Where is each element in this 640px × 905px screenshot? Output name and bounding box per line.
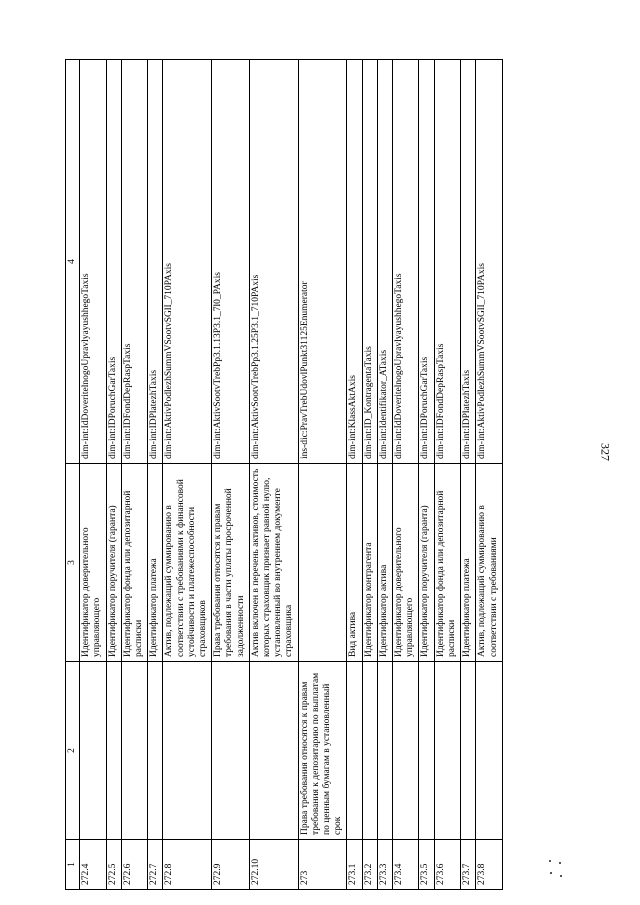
row-name-cell <box>163 662 212 840</box>
row-name-cell <box>212 662 250 840</box>
row-number-cell: 273.6 <box>434 840 460 890</box>
table-row <box>461 60 476 890</box>
row-description-cell: Идентификатор контрагента <box>362 464 377 662</box>
table-row <box>377 60 392 890</box>
row-name-cell <box>461 662 476 840</box>
row-name-cell <box>80 662 106 840</box>
row-code-cell: dim-int:AktivPodlezhSummVSootvSGlI_710PAxis <box>163 60 212 464</box>
row-code-cell: dim-int:ID_KontragentaTaxis <box>362 60 377 464</box>
row-number-cell: 273.3 <box>377 840 392 890</box>
table-row <box>163 60 212 890</box>
table-row <box>249 60 298 890</box>
row-name-cell <box>393 662 419 840</box>
table-header-row <box>66 60 80 890</box>
row-description-cell <box>298 464 347 662</box>
row-code-cell: dim-int:AktivSootvTrebPp3.1.13P3.1_7l0_PAxis <box>212 60 250 464</box>
row-number-cell: 272.5 <box>106 840 121 890</box>
table-row <box>419 60 434 890</box>
row-name-cell: Права требования относятся к правам требования к депозитарию по выплатам по ценным бумагам в установленный срок <box>298 662 347 840</box>
row-description-cell: Актив включен в перечень активов, стоимость которых страховщик признает равной нулю, установленный во внутреннем документе страховщика <box>249 464 298 662</box>
row-number-cell: 273.5 <box>419 840 434 890</box>
row-number-cell: 272.4 <box>80 840 106 890</box>
row-code-cell: dim-int:IdDoveritelnogoUpravlyayushhegoTaxis <box>80 60 106 464</box>
row-description-cell: Идентификатор платежа <box>461 464 476 662</box>
column-header-4: 4 <box>66 60 80 464</box>
row-code-cell: dim-int:AktivSootvTrebPp3.1.25P3.1_710PAxis <box>249 60 298 464</box>
row-name-cell <box>362 662 377 840</box>
table-body <box>80 60 503 890</box>
row-description-cell: Идентификатор фонда или депозитарной расписки <box>121 464 147 662</box>
row-description-cell: Вид актива <box>347 464 362 662</box>
row-code-cell: dim-int:AktivPodlezhSummVSootvSGlI_710PAxis <box>476 60 502 464</box>
row-description-cell: Идентификатор поручителя (гаранта) <box>419 464 434 662</box>
table-row <box>212 60 250 890</box>
row-code-cell: dim-int:IdDoveritelnogoUpravlyayushhegoTaxis <box>393 60 419 464</box>
table-row <box>434 60 460 890</box>
row-number-cell: 273 <box>298 840 347 890</box>
row-number-cell: 272.6 <box>121 840 147 890</box>
row-description-cell: Актив, подлежащий суммированию в соответствии с требованиями к финансовой устойчивости и платежеспособности страховщиков <box>163 464 212 662</box>
rotated-table-container <box>65 60 585 890</box>
row-description-cell: Актив, подлежащий суммированию в соответствии с требованиями <box>476 464 502 662</box>
table-row <box>148 60 163 890</box>
column-header-3: 3 <box>66 464 80 662</box>
column-header-2: 2 <box>66 662 80 840</box>
row-code-cell: dim-int:KlassAktAxis <box>347 60 362 464</box>
row-number-cell: 272.9 <box>212 840 250 890</box>
table-row <box>347 60 362 890</box>
table-row <box>476 60 502 890</box>
row-number-cell: 272.10 <box>249 840 298 890</box>
row-number-cell: 273.4 <box>393 840 419 890</box>
row-number-cell: 273.7 <box>461 840 476 890</box>
row-name-cell <box>476 662 502 840</box>
row-name-cell <box>377 662 392 840</box>
row-description-cell: Идентификатор доверительного управляющего <box>80 464 106 662</box>
row-name-cell <box>419 662 434 840</box>
row-code-cell: ins-dic:PravTrebUdovlPunkt31125Enumerator <box>298 60 347 464</box>
column-header-1: 1 <box>66 840 80 890</box>
row-description-cell: Идентификатор поручителя (гаранта) <box>106 464 121 662</box>
row-code-cell: dim-int:IDFondDepRaspTaxis <box>121 60 147 464</box>
row-name-cell <box>106 662 121 840</box>
row-number-cell: 272.7 <box>148 840 163 890</box>
row-name-cell <box>148 662 163 840</box>
row-name-cell <box>121 662 147 840</box>
row-number-cell: 273.8 <box>476 840 502 890</box>
row-code-cell: dim-int:IDFondDepRaspTaxis <box>434 60 460 464</box>
table-row <box>393 60 419 890</box>
classifier-table <box>65 59 503 890</box>
row-description-cell: Идентификатор актива <box>377 464 392 662</box>
row-description-cell: Права требования относятся к правам требования в части уплаты просроченной задолженности <box>212 464 250 662</box>
row-code-cell: dim-int:IDPlatezhTaxis <box>461 60 476 464</box>
table-row <box>106 60 121 890</box>
row-description-cell: Идентификатор доверительного управляющего <box>393 464 419 662</box>
page-number: 327 <box>598 443 613 461</box>
row-code-cell: dim-int:IDPoruchGarTaxis <box>419 60 434 464</box>
table-row <box>362 60 377 890</box>
row-number-cell: 272.8 <box>163 840 212 890</box>
row-name-cell <box>347 662 362 840</box>
table-row <box>121 60 147 890</box>
row-code-cell: dim-int:Identifikator_ATaxis <box>377 60 392 464</box>
row-name-cell <box>434 662 460 840</box>
scan-marks <box>548 858 564 882</box>
row-code-cell: dim-int:IDPlatezhTaxis <box>148 60 163 464</box>
row-code-cell: dim-int:IDPoruchGarTaxis <box>106 60 121 464</box>
row-number-cell: 273.2 <box>362 840 377 890</box>
table-row <box>80 60 106 890</box>
row-description-cell: Идентификатор фонда или депозитарной расписки <box>434 464 460 662</box>
row-description-cell: Идентификатор платежа <box>148 464 163 662</box>
row-name-cell <box>249 662 298 840</box>
table-row <box>298 60 347 890</box>
row-number-cell: 273.1 <box>347 840 362 890</box>
